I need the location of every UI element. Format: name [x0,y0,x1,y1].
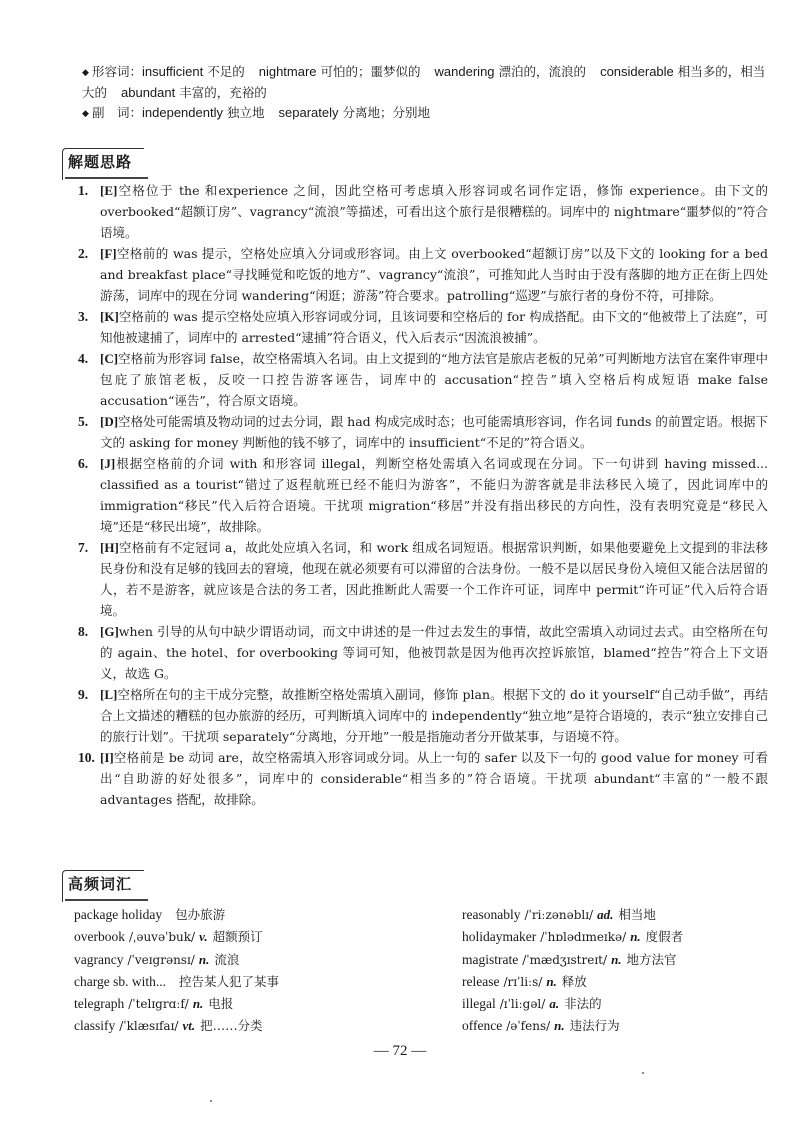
answer-item [78,243,768,306]
answer-text: 空格前有不定冠词 a，故此处应填入名词，和 work 组成名词短语。根据常识判断，如果他要避免上文提到的非法移民身份和没有足够的钱回去的窘境，他现在就必须要有可以滞留的合法身份。一般不是以居民身份入境但又能合法居留的人，若不是游客，就应该是合法的务工者，因此推断此人需要一个工作许可证，词库中 permit“许可证”代入后符合语境。 [100,540,768,618]
heading-frame [62,870,144,902]
section-title: 高频词汇 [68,875,133,893]
answer-text: 空格前的 was 提示，空格处应填入分词或形容词。由上文 overbooked“超额订房”以及下文的 looking for a bed and breakfast place“寻找睡觉和吃饭的地方”、vagrancy“流浪”，可推知此人当时由于没有落脚的地方正在街上四处游荡，词库中的现在分词 wandering“闲逛；游荡”符合要求。patrolling“巡逻”与旅行者的身份不符，可排除。 [100,246,768,303]
word-item: wandering 漂泊的，流浪的 [434,64,587,79]
answer-item [78,537,768,621]
answer-item [78,411,768,453]
word-item: considerable 相当多的，相当大的 [82,64,766,100]
answer-key: [I] [100,750,114,765]
word-item: separately 分离地；分别地 [278,105,430,120]
answer-number: 4. [78,351,89,366]
answer-item [78,621,768,684]
vocab-entry: classify /ˈklæsɪfaɪ/ vt. 把……分类 [74,1018,263,1034]
answer-number: 7. [78,540,89,555]
answer-text: 空格前是 be 动词 are，故空格需填入形容词或分词。从上一句的 safer 以及下一句的 good value for money 可看出“自助游的好处很多”，词库中的 considerable“相当多的”符合语境。干扰项 abundant“丰富的”一般不跟 advantages 搭配，故排除。 [100,750,768,807]
answer-text: 空格前为形容词 false，故空格需填入名词。由上文提到的“地方法官是旅店老板的兄弟”可判断地方法官在案件审理中包庇了旅馆老板，反咬一口控告游客诬告，词库中的 accusation“控告”填入空格后构成短语 make false accusation“诬告”，符合原文语境。 [100,351,768,408]
vocab-entry: release /rɪˈliːs/ n. 释放 [462,973,587,989]
vocab-entry: holidaymaker /ˈhɒlədɪmeɪkə/ n. 度假者 [462,929,684,945]
answer-text: 空格所在句的主干成分完整，故推断空格处需填入副词，修饰 plan。根据下文的 do it yourself“自己动手做”，再结合上文描述的糟糕的包办旅游的经历，可判断填入词库中的 independently“独立地”是符合语境的，表示“独立安排自己的旅行计划”。干扰项 separately“分离地，分开地”一般是指施动者分开做某事，与语境不符。 [100,687,768,744]
answer-key: [H] [100,540,119,555]
answer-item [78,684,768,747]
answer-key: [E] [100,183,118,198]
answer-text: 根据空格前的介词 with 和形容词 illegal，判断空格处需填入名词或现在分词。下一句讲到 having missed... classified as a tourist“错过了返程航班已经不能归为游客”，不能归为游客就是非法移民入境了，因此词库中的 immigration“移民”代入后符合语境。干扰项 migration“移居”并没有指出移民的方向性，没有表明究竟是“移民入境”还是“移民出境”，故排除。 [100,456,768,534]
heading-underline [65,899,148,901]
answer-number: 2. [78,246,89,261]
vocab-entry: telegraph /ˈtelɪgrɑːf/ n. 电报 [74,996,234,1012]
vocab-entry: vagrancy /ˈveɪgrənsɪ/ n. 流浪 [74,951,240,967]
diamond-bullet-icon: ◆ [82,68,89,78]
word-list-row-adverbs [82,103,772,124]
answer-item [78,180,768,243]
page-number: — 72 — [373,1043,427,1059]
vocab-entry: overbook /ˌəuvəˈbuk/ v. 超额预订 [74,929,263,945]
answer-item [78,453,768,537]
scan-speck [210,1100,212,1102]
scan-speck [642,1072,644,1074]
word-list [82,62,772,124]
answer-number: 6. [78,456,89,471]
word-item: insufficient 不足的 [142,64,245,79]
diamond-bullet-icon: ◆ [82,109,89,119]
answer-text: 空格处可能需填及物动词的过去分词，跟 had 构成完成时态；也可能需填形容词，作名词 funds 的前置定语。根据下文的 asking for money 判断他的钱不够了，词库中的 insufficient“不足的”符合语义。 [100,414,768,450]
vocab-entry: reasonably /ˈriːzənəblɪ/ ad. 相当地 [462,907,656,922]
word-item: independently 独立地 [142,105,265,120]
word-category: 副 词： [92,105,143,120]
answer-item [78,747,768,810]
answer-key: [D] [100,414,119,429]
answer-number: 5. [78,414,89,429]
answer-key: [F] [100,246,117,261]
vocabulary-column-left [74,904,434,1038]
word-category: 形容词： [92,64,143,79]
answer-item [78,306,768,348]
answer-text: when 引导的从句中缺少谓语动词，而文中讲述的是一件过去发生的事情，故此空需填入动词过去式。由空格所在句的 again、the hotel、for overbooking 等词可知，他被罚款是因为他再次控诉旅馆，blamed“控告”符合上下文语义，故选 G。 [100,624,768,681]
heading-underline [65,177,148,179]
heading-frame [62,148,144,180]
section-heading-vocabulary [62,870,138,898]
word-item: abundant 丰富的，充裕的 [121,85,267,100]
vocab-entry: offence /əˈfens/ n. 违法行为 [462,1018,620,1034]
answer-number: 1. [78,183,89,198]
section-title: 解题思路 [68,153,133,171]
answer-key: [J] [100,456,116,471]
word-list-row-adjectives [82,62,772,103]
answer-number: 9. [78,687,89,702]
answer-key: [G] [100,624,119,639]
answer-number: 8. [78,624,89,639]
vocab-entry: illegal /ɪˈliːgəl/ a. 非法的 [462,996,602,1012]
section-heading-solution [62,148,138,176]
vocab-entry: magistrate /ˈmædʒɪstreɪt/ n. 地方法官 [462,951,677,967]
answer-number: 3. [78,309,89,324]
answer-key: [K] [100,309,119,324]
answer-text: 空格位于 the 和experience 之间，因此空格可考虑填入形容词或名词作定语，修饰 experience。由下文的 overbooked“超额订房”、vagrancy“流浪”等描述，可看出这个旅行是很糟糕的。词库中的 nightmare“噩梦似的”符合语境。 [100,183,768,240]
vocabulary-column-right [462,904,782,1038]
vocab-entry: package holiday 包办旅游 [74,907,226,922]
answer-key: [L] [100,687,118,702]
answer-text: 空格前的 was 提示空格处应填入形容词或分词，且该词要和空格后的 for 构成搭配。由下文的“他被带上了法庭”，可知他被逮捕了，词库中的 arrested“逮捕”符合语义，代入后表示“因流浪被捕”。 [100,309,768,345]
answer-explanations [78,180,768,810]
answer-item [78,348,768,411]
answer-number: 10. [78,750,95,765]
answer-key: [C] [100,351,119,366]
vocab-entry: charge sb. with... 控告某人犯了某事 [74,973,279,989]
word-item: nightmare 可怕的；噩梦似的 [258,64,421,79]
